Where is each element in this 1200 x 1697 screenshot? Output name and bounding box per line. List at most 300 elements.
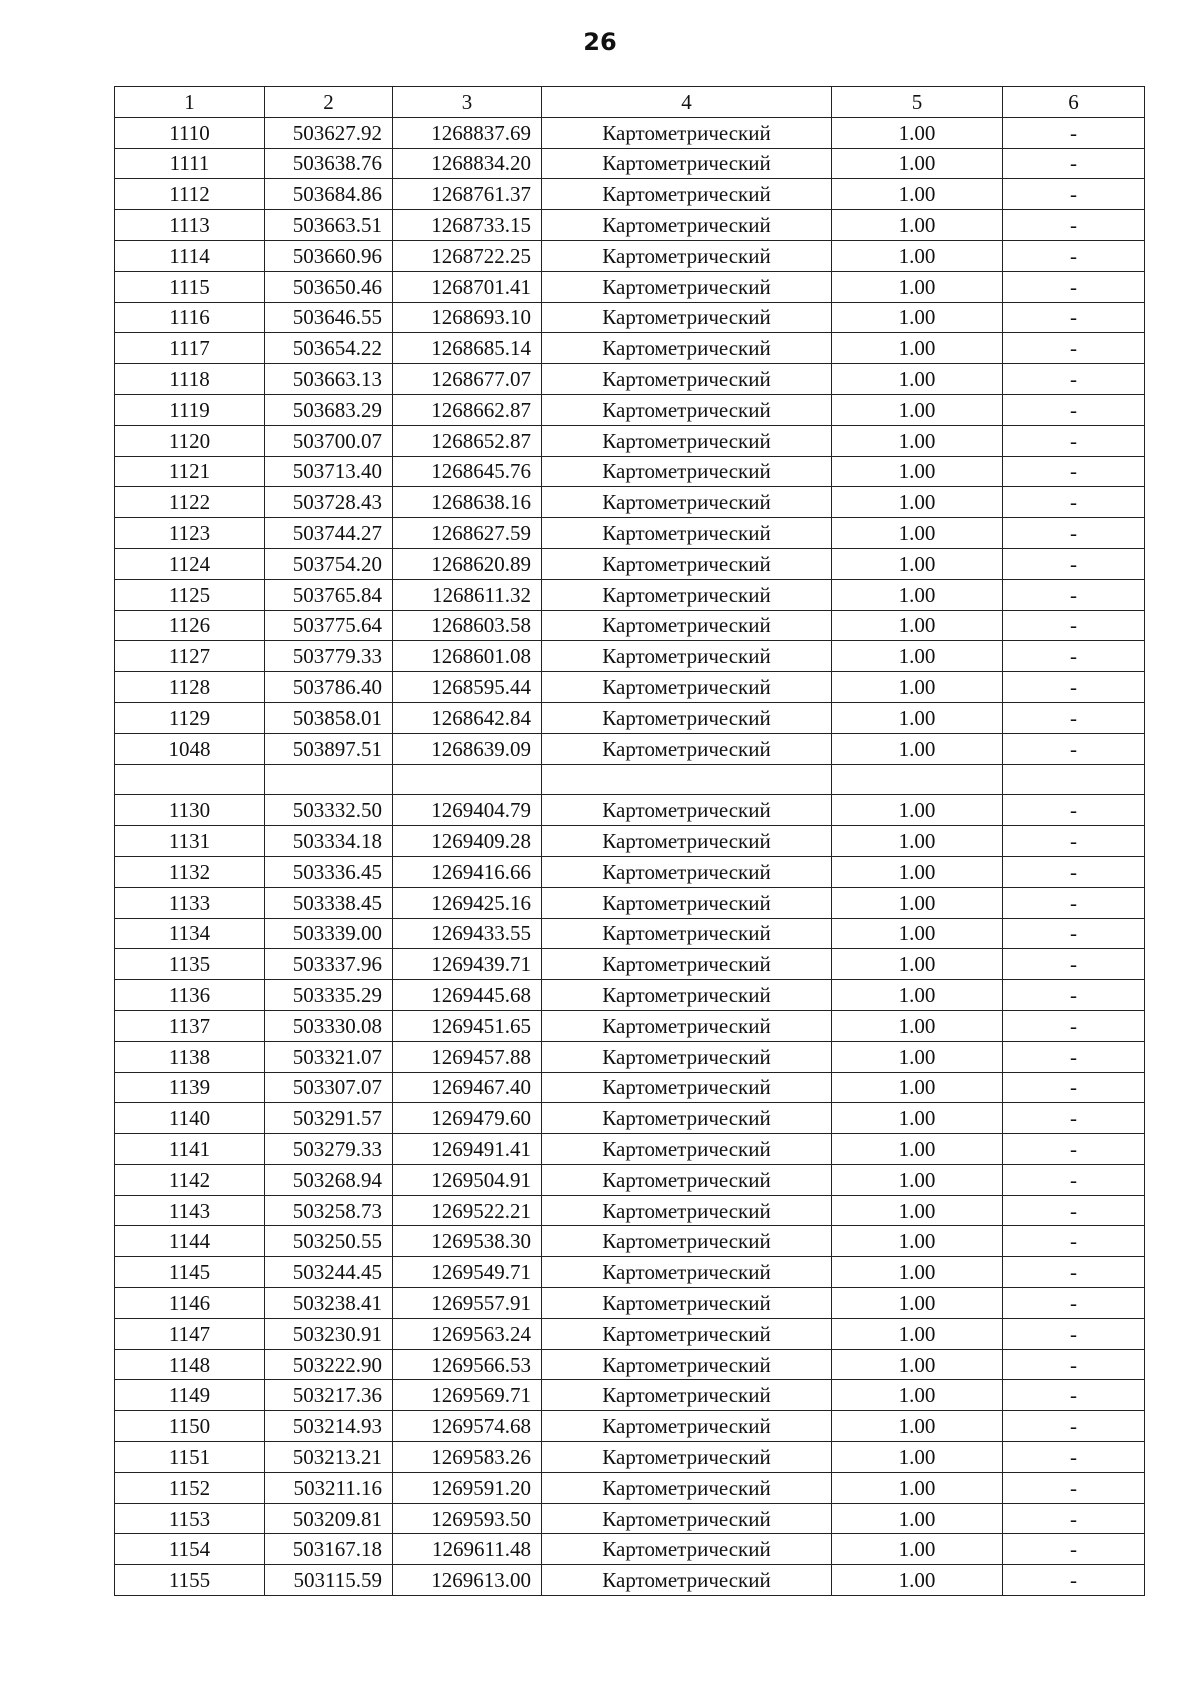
header-cell: 6 — [1003, 87, 1145, 118]
accuracy-cell: 1.00 — [832, 610, 1003, 641]
table-row — [115, 918, 1145, 949]
accuracy-cell: 1.00 — [832, 302, 1003, 333]
x-coordinate-cell: 503250.55 — [265, 1226, 393, 1257]
y-coordinate-cell: 1268627.59 — [393, 518, 542, 549]
table-row — [115, 364, 1145, 395]
accuracy-cell: 1.00 — [832, 548, 1003, 579]
table-header-row — [115, 87, 1145, 118]
accuracy-cell: 1.00 — [832, 518, 1003, 549]
note-cell: - — [1003, 1257, 1145, 1288]
accuracy-cell: 1.00 — [832, 826, 1003, 857]
accuracy-cell: 1.00 — [832, 641, 1003, 672]
accuracy-cell: 1.00 — [832, 1164, 1003, 1195]
note-cell: - — [1003, 672, 1145, 703]
table-row — [115, 1257, 1145, 1288]
point-number-cell: 1132 — [115, 856, 265, 887]
point-number-cell: 1128 — [115, 672, 265, 703]
point-number-cell: 1134 — [115, 918, 265, 949]
note-cell: - — [1003, 210, 1145, 241]
table-row — [115, 1318, 1145, 1349]
point-number-cell: 1141 — [115, 1134, 265, 1165]
note-cell: - — [1003, 1195, 1145, 1226]
accuracy-cell: 1.00 — [832, 394, 1003, 425]
x-coordinate-cell: 503258.73 — [265, 1195, 393, 1226]
note-cell: - — [1003, 333, 1145, 364]
y-coordinate-cell: 1269557.91 — [393, 1288, 542, 1319]
accuracy-cell: 1.00 — [832, 210, 1003, 241]
method-cell: Картометрический — [542, 1442, 832, 1473]
accuracy-cell: 1.00 — [832, 980, 1003, 1011]
x-coordinate-cell: 503663.51 — [265, 210, 393, 241]
coordinates-table — [114, 86, 1145, 1596]
accuracy-cell: 1.00 — [832, 148, 1003, 179]
header-cell: 4 — [542, 87, 832, 118]
x-coordinate-cell: 503786.40 — [265, 672, 393, 703]
accuracy-cell: 1.00 — [832, 333, 1003, 364]
point-number-cell: 1129 — [115, 702, 265, 733]
accuracy-cell: 1.00 — [832, 271, 1003, 302]
accuracy-cell: 1.00 — [832, 1226, 1003, 1257]
method-cell: Картометрический — [542, 826, 832, 857]
point-number-cell: 1116 — [115, 302, 265, 333]
y-coordinate-cell: 1268662.87 — [393, 394, 542, 425]
point-number-cell: 1139 — [115, 1072, 265, 1103]
point-number-cell: 1119 — [115, 394, 265, 425]
accuracy-cell: 1.00 — [832, 1534, 1003, 1565]
method-cell: Картометрический — [542, 456, 832, 487]
table-body — [115, 87, 1145, 1596]
x-coordinate-cell: 503244.45 — [265, 1257, 393, 1288]
table-row — [115, 1411, 1145, 1442]
point-number-cell: 1115 — [115, 271, 265, 302]
point-number-cell: 1135 — [115, 949, 265, 980]
x-coordinate-cell: 503115.59 — [265, 1565, 393, 1596]
x-coordinate-cell: 503167.18 — [265, 1534, 393, 1565]
accuracy-cell: 1.00 — [832, 795, 1003, 826]
point-number-cell: 1123 — [115, 518, 265, 549]
note-cell: - — [1003, 1041, 1145, 1072]
method-cell: Картометрический — [542, 980, 832, 1011]
y-coordinate-cell: 1268638.16 — [393, 487, 542, 518]
method-cell — [542, 764, 832, 795]
y-coordinate-cell: 1269451.65 — [393, 1010, 542, 1041]
point-number-cell: 1143 — [115, 1195, 265, 1226]
point-number-cell: 1118 — [115, 364, 265, 395]
y-coordinate-cell — [393, 764, 542, 795]
x-coordinate-cell: 503663.13 — [265, 364, 393, 395]
x-coordinate-cell: 503650.46 — [265, 271, 393, 302]
note-cell: - — [1003, 887, 1145, 918]
method-cell: Картометрический — [542, 394, 832, 425]
y-coordinate-cell: 1268601.08 — [393, 641, 542, 672]
table-row — [115, 117, 1145, 148]
point-number-cell: 1113 — [115, 210, 265, 241]
x-coordinate-cell: 503336.45 — [265, 856, 393, 887]
note-cell: - — [1003, 795, 1145, 826]
y-coordinate-cell: 1269591.20 — [393, 1472, 542, 1503]
y-coordinate-cell: 1269416.66 — [393, 856, 542, 887]
x-coordinate-cell: 503291.57 — [265, 1103, 393, 1134]
method-cell: Картометрический — [542, 1472, 832, 1503]
y-coordinate-cell: 1269583.26 — [393, 1442, 542, 1473]
note-cell: - — [1003, 702, 1145, 733]
note-cell: - — [1003, 980, 1145, 1011]
y-coordinate-cell: 1269569.71 — [393, 1380, 542, 1411]
y-coordinate-cell: 1268837.69 — [393, 117, 542, 148]
point-number-cell: 1110 — [115, 117, 265, 148]
method-cell: Картометрический — [542, 949, 832, 980]
table-row — [115, 1288, 1145, 1319]
y-coordinate-cell: 1269409.28 — [393, 826, 542, 857]
note-cell: - — [1003, 1380, 1145, 1411]
point-number-cell: 1138 — [115, 1041, 265, 1072]
accuracy-cell: 1.00 — [832, 1134, 1003, 1165]
header-cell: 2 — [265, 87, 393, 118]
table-row — [115, 1134, 1145, 1165]
accuracy-cell: 1.00 — [832, 1503, 1003, 1534]
table-row — [115, 1442, 1145, 1473]
y-coordinate-cell: 1269504.91 — [393, 1164, 542, 1195]
note-cell: - — [1003, 856, 1145, 887]
table-row — [115, 1226, 1145, 1257]
y-coordinate-cell: 1268645.76 — [393, 456, 542, 487]
x-coordinate-cell: 503321.07 — [265, 1041, 393, 1072]
note-cell: - — [1003, 1318, 1145, 1349]
note-cell: - — [1003, 733, 1145, 764]
note-cell: - — [1003, 1565, 1145, 1596]
point-number-cell: 1151 — [115, 1442, 265, 1473]
accuracy-cell: 1.00 — [832, 887, 1003, 918]
table-row — [115, 826, 1145, 857]
method-cell: Картометрический — [542, 1534, 832, 1565]
note-cell: - — [1003, 364, 1145, 395]
point-number-cell: 1126 — [115, 610, 265, 641]
table-row — [115, 579, 1145, 610]
accuracy-cell — [832, 764, 1003, 795]
table-row — [115, 1565, 1145, 1596]
table-row — [115, 1195, 1145, 1226]
x-coordinate-cell: 503222.90 — [265, 1349, 393, 1380]
accuracy-cell: 1.00 — [832, 240, 1003, 271]
note-cell: - — [1003, 518, 1145, 549]
accuracy-cell: 1.00 — [832, 364, 1003, 395]
x-coordinate-cell: 503646.55 — [265, 302, 393, 333]
table-row — [115, 856, 1145, 887]
note-cell: - — [1003, 1103, 1145, 1134]
x-coordinate-cell: 503638.76 — [265, 148, 393, 179]
note-cell: - — [1003, 1442, 1145, 1473]
x-coordinate-cell: 503684.86 — [265, 179, 393, 210]
accuracy-cell: 1.00 — [832, 1442, 1003, 1473]
y-coordinate-cell: 1269457.88 — [393, 1041, 542, 1072]
method-cell: Картометрический — [542, 1288, 832, 1319]
point-number-cell: 1127 — [115, 641, 265, 672]
y-coordinate-cell: 1269549.71 — [393, 1257, 542, 1288]
note-cell: - — [1003, 240, 1145, 271]
y-coordinate-cell: 1269425.16 — [393, 887, 542, 918]
table-row — [115, 302, 1145, 333]
y-coordinate-cell: 1268733.15 — [393, 210, 542, 241]
y-coordinate-cell: 1269574.68 — [393, 1411, 542, 1442]
method-cell: Картометрический — [542, 1411, 832, 1442]
table-row — [115, 394, 1145, 425]
method-cell: Картометрический — [542, 856, 832, 887]
table-row — [115, 1041, 1145, 1072]
method-cell: Картометрический — [542, 1318, 832, 1349]
y-coordinate-cell: 1268595.44 — [393, 672, 542, 703]
method-cell: Картометрический — [542, 1257, 832, 1288]
x-coordinate-cell: 503338.45 — [265, 887, 393, 918]
table-row — [115, 1380, 1145, 1411]
point-number-cell: 1130 — [115, 795, 265, 826]
accuracy-cell: 1.00 — [832, 1565, 1003, 1596]
x-coordinate-cell: 503334.18 — [265, 826, 393, 857]
y-coordinate-cell: 1268685.14 — [393, 333, 542, 364]
accuracy-cell: 1.00 — [832, 1380, 1003, 1411]
y-coordinate-cell: 1269404.79 — [393, 795, 542, 826]
y-coordinate-cell: 1268677.07 — [393, 364, 542, 395]
x-coordinate-cell: 503713.40 — [265, 456, 393, 487]
y-coordinate-cell: 1269611.48 — [393, 1534, 542, 1565]
note-cell: - — [1003, 1503, 1145, 1534]
note-cell: - — [1003, 548, 1145, 579]
accuracy-cell: 1.00 — [832, 918, 1003, 949]
note-cell: - — [1003, 1134, 1145, 1165]
method-cell: Картометрический — [542, 487, 832, 518]
point-number-cell — [115, 764, 265, 795]
table-row — [115, 1103, 1145, 1134]
method-cell: Картометрический — [542, 1103, 832, 1134]
table-row — [115, 641, 1145, 672]
note-cell: - — [1003, 117, 1145, 148]
note-cell: - — [1003, 949, 1145, 980]
method-cell: Картометрический — [542, 672, 832, 703]
y-coordinate-cell: 1268761.37 — [393, 179, 542, 210]
y-coordinate-cell: 1269445.68 — [393, 980, 542, 1011]
note-cell: - — [1003, 179, 1145, 210]
table-row — [115, 456, 1145, 487]
accuracy-cell: 1.00 — [832, 1257, 1003, 1288]
method-cell: Картометрический — [542, 1380, 832, 1411]
note-cell: - — [1003, 1349, 1145, 1380]
point-number-cell: 1146 — [115, 1288, 265, 1319]
point-number-cell: 1144 — [115, 1226, 265, 1257]
note-cell: - — [1003, 1226, 1145, 1257]
accuracy-cell: 1.00 — [832, 733, 1003, 764]
table-row — [115, 1472, 1145, 1503]
accuracy-cell: 1.00 — [832, 856, 1003, 887]
y-coordinate-cell: 1268603.58 — [393, 610, 542, 641]
point-number-cell: 1136 — [115, 980, 265, 1011]
y-coordinate-cell: 1269439.71 — [393, 949, 542, 980]
table-row — [115, 610, 1145, 641]
point-number-cell: 1120 — [115, 425, 265, 456]
accuracy-cell: 1.00 — [832, 117, 1003, 148]
table-row — [115, 733, 1145, 764]
y-coordinate-cell: 1268834.20 — [393, 148, 542, 179]
note-cell: - — [1003, 148, 1145, 179]
header-cell: 5 — [832, 87, 1003, 118]
table-row — [115, 702, 1145, 733]
method-cell: Картометрический — [542, 1226, 832, 1257]
y-coordinate-cell: 1268611.32 — [393, 579, 542, 610]
x-coordinate-cell: 503307.07 — [265, 1072, 393, 1103]
x-coordinate-cell: 503660.96 — [265, 240, 393, 271]
x-coordinate-cell: 503330.08 — [265, 1010, 393, 1041]
method-cell: Картометрический — [542, 364, 832, 395]
table-row — [115, 1534, 1145, 1565]
note-cell: - — [1003, 918, 1145, 949]
table-row — [115, 518, 1145, 549]
note-cell: - — [1003, 1072, 1145, 1103]
y-coordinate-cell: 1269563.24 — [393, 1318, 542, 1349]
y-coordinate-cell: 1269522.21 — [393, 1195, 542, 1226]
accuracy-cell: 1.00 — [832, 1103, 1003, 1134]
x-coordinate-cell: 503775.64 — [265, 610, 393, 641]
y-coordinate-cell: 1269593.50 — [393, 1503, 542, 1534]
point-number-cell: 1155 — [115, 1565, 265, 1596]
table-row — [115, 240, 1145, 271]
point-number-cell: 1147 — [115, 1318, 265, 1349]
y-coordinate-cell: 1268693.10 — [393, 302, 542, 333]
x-coordinate-cell: 503779.33 — [265, 641, 393, 672]
x-coordinate-cell: 503339.00 — [265, 918, 393, 949]
accuracy-cell: 1.00 — [832, 702, 1003, 733]
method-cell: Картометрический — [542, 887, 832, 918]
page-number: 26 — [583, 28, 617, 56]
note-cell: - — [1003, 610, 1145, 641]
y-coordinate-cell: 1268701.41 — [393, 271, 542, 302]
method-cell: Картометрический — [542, 1010, 832, 1041]
accuracy-cell: 1.00 — [832, 456, 1003, 487]
note-cell: - — [1003, 302, 1145, 333]
point-number-cell: 1048 — [115, 733, 265, 764]
method-cell: Картометрический — [542, 179, 832, 210]
point-number-cell: 1124 — [115, 548, 265, 579]
note-cell: - — [1003, 487, 1145, 518]
point-number-cell: 1125 — [115, 579, 265, 610]
point-number-cell: 1148 — [115, 1349, 265, 1380]
point-number-cell: 1145 — [115, 1257, 265, 1288]
accuracy-cell: 1.00 — [832, 1072, 1003, 1103]
x-coordinate-cell: 503213.21 — [265, 1442, 393, 1473]
x-coordinate-cell — [265, 764, 393, 795]
x-coordinate-cell: 503214.93 — [265, 1411, 393, 1442]
method-cell: Картометрический — [542, 1164, 832, 1195]
x-coordinate-cell: 503683.29 — [265, 394, 393, 425]
x-coordinate-cell: 503744.27 — [265, 518, 393, 549]
x-coordinate-cell: 503858.01 — [265, 702, 393, 733]
table-row — [115, 764, 1145, 795]
note-cell: - — [1003, 1288, 1145, 1319]
table-row — [115, 333, 1145, 364]
y-coordinate-cell: 1269491.41 — [393, 1134, 542, 1165]
accuracy-cell: 1.00 — [832, 1288, 1003, 1319]
accuracy-cell: 1.00 — [832, 1318, 1003, 1349]
method-cell: Картометрический — [542, 1503, 832, 1534]
method-cell: Картометрический — [542, 579, 832, 610]
method-cell: Картометрический — [542, 1072, 832, 1103]
note-cell: - — [1003, 1472, 1145, 1503]
x-coordinate-cell: 503238.41 — [265, 1288, 393, 1319]
point-number-cell: 1112 — [115, 179, 265, 210]
method-cell: Картометрический — [542, 302, 832, 333]
method-cell: Картометрический — [542, 1349, 832, 1380]
x-coordinate-cell: 503209.81 — [265, 1503, 393, 1534]
table-row — [115, 271, 1145, 302]
x-coordinate-cell: 503217.36 — [265, 1380, 393, 1411]
y-coordinate-cell: 1269467.40 — [393, 1072, 542, 1103]
method-cell: Картометрический — [542, 548, 832, 579]
y-coordinate-cell: 1269433.55 — [393, 918, 542, 949]
method-cell: Картометрический — [542, 210, 832, 241]
method-cell: Картометрический — [542, 918, 832, 949]
table-row — [115, 1349, 1145, 1380]
y-coordinate-cell: 1269479.60 — [393, 1103, 542, 1134]
accuracy-cell: 1.00 — [832, 487, 1003, 518]
point-number-cell: 1152 — [115, 1472, 265, 1503]
x-coordinate-cell: 503268.94 — [265, 1164, 393, 1195]
y-coordinate-cell: 1269566.53 — [393, 1349, 542, 1380]
y-coordinate-cell: 1268652.87 — [393, 425, 542, 456]
table-row — [115, 179, 1145, 210]
accuracy-cell: 1.00 — [832, 1010, 1003, 1041]
note-cell: - — [1003, 641, 1145, 672]
y-coordinate-cell: 1268642.84 — [393, 702, 542, 733]
method-cell: Картометрический — [542, 333, 832, 364]
point-number-cell: 1121 — [115, 456, 265, 487]
accuracy-cell: 1.00 — [832, 1411, 1003, 1442]
table-row — [115, 949, 1145, 980]
accuracy-cell: 1.00 — [832, 1349, 1003, 1380]
x-coordinate-cell: 503335.29 — [265, 980, 393, 1011]
point-number-cell: 1137 — [115, 1010, 265, 1041]
x-coordinate-cell: 503700.07 — [265, 425, 393, 456]
point-number-cell: 1150 — [115, 1411, 265, 1442]
point-number-cell: 1133 — [115, 887, 265, 918]
table-row — [115, 148, 1145, 179]
point-number-cell: 1153 — [115, 1503, 265, 1534]
x-coordinate-cell: 503654.22 — [265, 333, 393, 364]
method-cell: Картометрический — [542, 271, 832, 302]
x-coordinate-cell: 503627.92 — [265, 117, 393, 148]
method-cell: Картометрический — [542, 702, 832, 733]
x-coordinate-cell: 503897.51 — [265, 733, 393, 764]
note-cell: - — [1003, 456, 1145, 487]
method-cell: Картометрический — [542, 425, 832, 456]
note-cell: - — [1003, 1534, 1145, 1565]
point-number-cell: 1122 — [115, 487, 265, 518]
note-cell: - — [1003, 271, 1145, 302]
accuracy-cell: 1.00 — [832, 425, 1003, 456]
note-cell: - — [1003, 1164, 1145, 1195]
method-cell: Картометрический — [542, 1565, 832, 1596]
method-cell: Картометрический — [542, 1195, 832, 1226]
note-cell: - — [1003, 579, 1145, 610]
table-row — [115, 1503, 1145, 1534]
point-number-cell: 1154 — [115, 1534, 265, 1565]
note-cell: - — [1003, 826, 1145, 857]
note-cell: - — [1003, 1010, 1145, 1041]
table-row — [115, 487, 1145, 518]
method-cell: Картометрический — [542, 1041, 832, 1072]
accuracy-cell: 1.00 — [832, 179, 1003, 210]
accuracy-cell: 1.00 — [832, 949, 1003, 980]
method-cell: Картометрический — [542, 733, 832, 764]
table-row — [115, 1010, 1145, 1041]
table-row — [115, 795, 1145, 826]
table-row — [115, 980, 1145, 1011]
